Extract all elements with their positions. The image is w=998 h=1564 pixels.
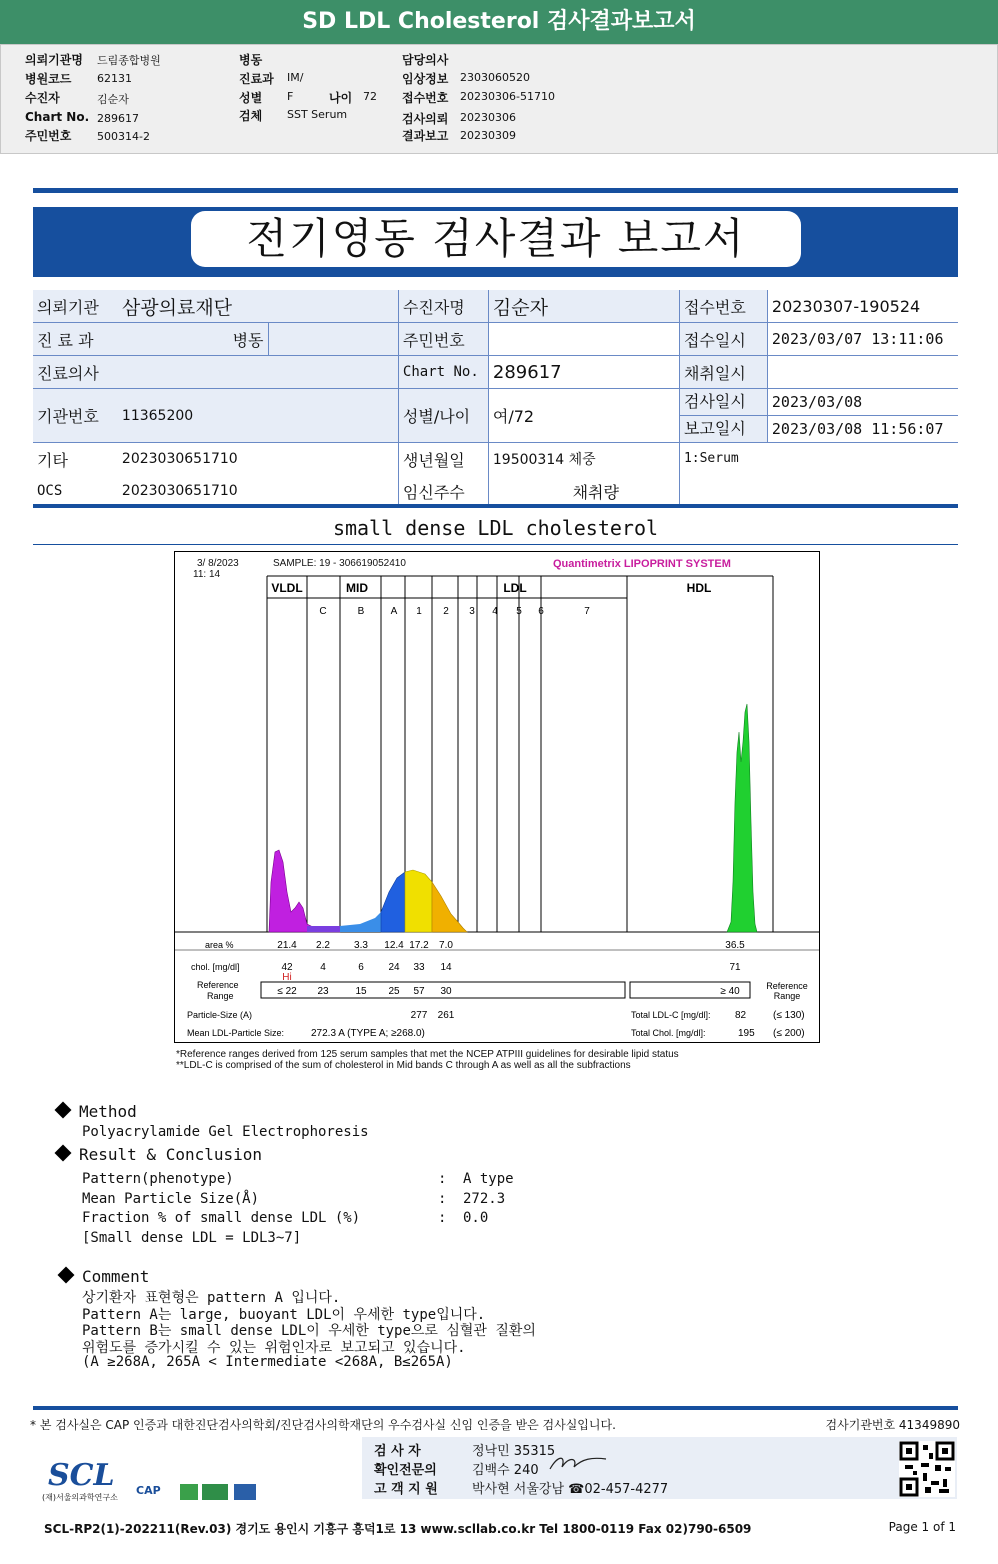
chart-note-2: **LDL-C is comprised of the sum of cholesterol in Mid bands C through A as well as all the subfractions [176,1060,631,1071]
comment-line: 위험도를 증가시킬 수 있는 위험인자로 보고되고 있습니다. [82,1340,466,1356]
label: 체중 [568,452,596,468]
value: 289617 [97,112,139,125]
area-value: 36.5 [725,940,745,951]
hdl-peak [727,704,757,932]
label: 생년월일 [398,443,488,476]
comment-line: Pattern B는 small dense LDL이 우세한 type으로 심혈관 질환의 [82,1323,536,1339]
cert-logo [180,1484,198,1500]
label: 기관번호 [33,389,118,443]
rule-mid [33,504,958,508]
total-ldl-label: Total LDL-C [mg/dl]: [631,1010,711,1020]
area-value: 2.2 [316,940,330,951]
chol-value: 42 [281,962,293,973]
band-label: A [390,606,398,617]
label: 주민번호 [398,323,488,356]
chart-time: 11: 14 [193,569,221,580]
label: 검체 [239,109,263,123]
label: 채취일시 [679,356,767,389]
band-label: 2 [443,606,449,617]
footer-address: SCL-RP2(1)-202211(Rev.03) 경기도 용인시 기흥구 흥덕1로 13 www.scllab.co.kr Tel 1800-0119 Fax 02)790-6509 [44,1522,752,1536]
row-label: area % [205,940,234,950]
value: F [287,90,294,103]
row-label: chol. [mg/dl] [191,962,240,972]
label: 진료의사 [33,356,118,389]
mid-b-peak [340,912,381,932]
value: 삼광의료재단 [118,290,399,323]
label: OCS [33,475,118,508]
value: 1:Serum [679,443,958,508]
label: Chart No. [25,110,90,124]
diamond-icon [55,1102,72,1119]
total-chol-ref: (≤ 200) [773,1028,805,1039]
label: 보고일시 [683,419,746,438]
area-value: 7.0 [439,940,453,951]
ref-value: 30 [440,986,452,997]
particle-value: 277 [410,1010,428,1021]
hi-flag: Hi [282,972,292,983]
row-label: Particle-Size (A) [187,1010,253,1020]
cap-logo: CAP [136,1484,161,1497]
value: 20230309 [460,129,516,142]
label: 고 객 지 원 [374,1482,438,1497]
ldl2-peak [432,882,467,932]
band-group-label: LDL [503,581,527,595]
chol-value: 6 [358,962,364,973]
band-label: 6 [538,606,544,617]
value: 2023030651710 [118,475,399,508]
vldl-peak [269,850,340,932]
lipoprint-chart [174,551,820,1043]
band-label: 1 [416,606,422,617]
qr-code-icon [899,1441,955,1497]
result-key: Pattern(phenotype) [82,1171,234,1187]
total-chol-label: Total Chol. [mg/dl]: [631,1028,706,1038]
value [767,356,958,389]
row-label: Range [207,991,234,1001]
label: 결과보고 [402,129,449,143]
value: 20230306 [460,111,516,124]
ref-value: 25 [388,986,400,997]
ldl1-peak [405,870,432,932]
header-title: SD LDL Cholesterol 검사결과보고서 [0,0,998,44]
chol-value: 71 [729,962,741,973]
row-label: Mean LDL-Particle Size: [187,1028,285,1038]
value: 20230306-51710 [460,90,555,103]
diamond-icon [58,1267,75,1284]
chart-brand-suffix: SYSTEM [685,558,731,570]
value [118,356,399,389]
mid-c-peak [307,926,340,932]
chart-brand: Quantimetrix LIPOPRINT SYSTEM [553,558,731,570]
band-label: 4 [492,606,498,617]
patient-info-table [33,290,958,508]
value [488,323,679,356]
hdl-ref-value: ≥ 40 [720,986,740,997]
chol-value: 14 [440,962,452,973]
band-label: C [319,606,327,617]
label: 성별/나이 [398,389,488,443]
cert-logo [202,1484,228,1500]
scl-logo: SCL [48,1458,115,1493]
value: 72 [363,90,377,103]
ref-value: ≤ 22 [277,986,297,997]
ref-right-label: Range [773,991,801,1001]
band-group-label: MID [346,581,368,595]
area-value: 21.4 [277,940,297,951]
label: 담당의사 [402,53,449,67]
label: 임상정보 [402,72,449,86]
label: 임신주수 [398,475,488,508]
row-label: Reference [197,980,239,990]
result-heading: Result & Conclusion [57,1145,262,1164]
band-group-label: VLDL [271,581,303,595]
signature-box [362,1437,957,1499]
value: 2303060520 [460,71,530,84]
value: 박사현 서울강남 ☎02-457-4277 [472,1482,669,1497]
method-text: Polyacrylamide Gel Electrophoresis [82,1124,369,1140]
label: 진 료 과 [33,323,118,356]
label: 나이 [329,91,353,105]
band-label: B [357,606,365,617]
label: 확인전문의 [374,1463,437,1478]
chart-note-1: *Reference ranges derived from 125 serum samples that met the NCEP ATPIII guidelines for desirable lipid status [176,1049,679,1060]
label: 검사의뢰 [402,112,449,126]
label: 병동 [239,53,263,67]
result-key: Mean Particle Size(Å) [82,1191,260,1207]
ref-value: 23 [317,986,329,997]
scl-logo-sub: (재)서울의과학연구소 [42,1493,118,1502]
area-value: 12.4 [384,940,404,951]
label: 의뢰기관명 [25,53,83,67]
chart-date: 3/ 8/2023 [197,558,239,569]
label: 수진자명 [398,290,488,323]
ref-right-label: Reference [766,981,808,991]
value: 김순자 [97,93,129,106]
mid-a-peak [381,872,405,932]
report-title: 전기영동 검사결과 보고서 [246,214,746,263]
rule-chart [33,544,958,545]
header-info-panel [0,44,998,154]
value: 20230307-190524 [767,290,958,323]
chart-title: small dense LDL cholesterol [332,516,659,540]
label: 검 사 자 [374,1444,421,1459]
result-value: A type [463,1171,514,1187]
total-ldl-value: 82 [735,1010,747,1021]
footer-code: 검사기관번호 41349890 [825,1418,960,1432]
label: 의뢰기관 [33,290,118,323]
value: 병동 [118,323,268,356]
diamond-icon [55,1145,72,1162]
value: 62131 [97,72,132,85]
label: Chart No. [398,356,488,389]
report-banner [33,207,958,277]
comment-line: (A ≥268A, 265A < Intermediate <268A, B≤265A) [82,1354,453,1370]
band-group-label: HDL [686,581,712,595]
label: 검사일시 [680,389,767,416]
value: 289617 [488,356,679,389]
label: 주민번호 [25,129,72,143]
band-label: 5 [516,606,522,617]
result-key: Fraction % of small dense LDL (%) [82,1210,361,1226]
particle-value: 261 [437,1010,455,1021]
ref-value: 15 [355,986,367,997]
comment-heading: Comment [60,1267,149,1286]
total-ldl-ref: (≤ 130) [773,1010,805,1021]
chol-value: 33 [413,962,425,973]
value: 11365200 [118,389,399,443]
chart-svg [175,552,819,1042]
area-value: 17.2 [409,940,429,951]
mean-value: 272.3 A (TYPE A; ≥268.0) [311,1028,425,1039]
label: 성별 [239,91,263,105]
value: SST Serum [287,108,348,121]
label: 진료과 [239,72,274,86]
result-extra: [Small dense LDL = LDL3~7] [82,1230,302,1246]
band-label: 7 [584,606,590,617]
comment-line: 상기환자 표현형은 pattern A 입니다. [82,1290,341,1306]
result-value: 272.3 [463,1191,506,1207]
chol-value: 4 [320,962,326,973]
value: 19500314 [492,452,565,468]
signature-icon [548,1453,608,1475]
result-value: 0.0 [463,1210,489,1226]
chol-value: 24 [388,962,400,973]
total-chol-value: 195 [738,1028,755,1039]
value: 김순자 [488,290,679,323]
band-label: 3 [469,606,475,617]
value: 2023/03/07 13:11:06 [767,323,958,356]
rule-bottom [33,1406,958,1410]
label: 기타 [37,450,68,470]
label: 수진자 [25,91,60,105]
ref-value: 57 [413,986,425,997]
value: 여/72 [488,389,679,443]
footer-note: * 본 검사실은 CAP 인증과 대한진단검사의학회/진단검사의학재단의 우수검사실 신임 인증을 받은 검사실입니다. [30,1418,616,1432]
label: 접수번호 [402,91,449,105]
chart-sample: SAMPLE: 19 - 306619052410 [273,558,406,569]
rule-top [33,188,958,193]
label: 접수일시 [679,323,767,356]
value: 500314-2 [97,130,150,143]
page-number: Page 1 of 1 [888,1520,956,1534]
label: 병원코드 [25,72,72,86]
value: IM/ [287,71,304,84]
area-value: 3.3 [354,940,368,951]
cert-logo [234,1484,256,1500]
method-heading: Method [57,1102,137,1121]
value: 드림종합병원 [97,54,161,67]
comment-line: Pattern A는 large, buoyant LDL이 우세한 type입니다. [82,1307,486,1323]
label: 접수번호 [679,290,767,323]
value: 2023/03/08 [768,389,958,416]
label: 채취량 [488,475,679,508]
value: 2023/03/08 11:56:07 [771,420,944,438]
value: 정낙민 35315 [472,1444,556,1459]
value: 김백수 240 [472,1463,539,1478]
value: 2023030651710 [121,451,238,467]
